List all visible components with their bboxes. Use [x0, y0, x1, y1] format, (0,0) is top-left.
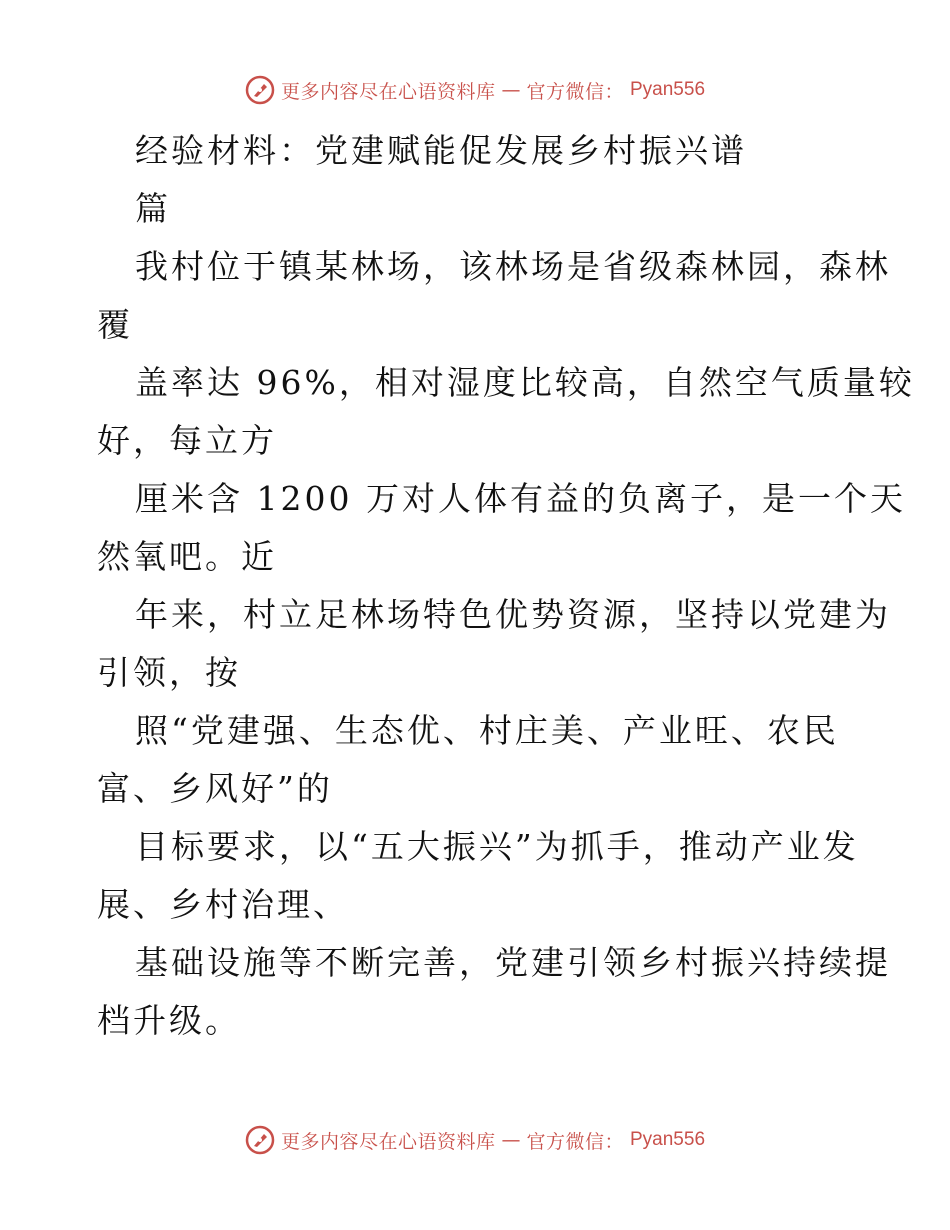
- watermark-separator: —: [501, 1129, 521, 1151]
- watermark-handle: Pyan556: [630, 79, 706, 100]
- document-body: [97, 122, 915, 1050]
- paragraph-line: 档升级。: [97, 1001, 241, 1040]
- watermark-official-label: 官方微信：: [526, 80, 624, 103]
- watermark-separator: —: [501, 79, 521, 101]
- header-watermark: [0, 72, 950, 108]
- paragraph-line: 好，每立方: [97, 421, 277, 460]
- paragraph-line: 引领，按: [97, 653, 241, 692]
- paragraph-line: 基础设施等不断完善，党建引领乡村振兴持续提: [135, 943, 891, 982]
- watermark-official-label: 官方微信：: [526, 1130, 624, 1153]
- footer-watermark: [0, 1122, 950, 1158]
- paragraph-line: 覆: [97, 305, 133, 344]
- paragraph-line: 富、乡风好”的: [97, 769, 333, 808]
- paragraph-line: 年来，村立足林场特色优势资源，坚持以党建为: [135, 595, 891, 634]
- pen-nib-logo-icon: [245, 1125, 275, 1155]
- pen-nib-logo-icon: [245, 75, 275, 105]
- document-title-line-1: 经验材料：党建赋能促发展乡村振兴谱: [135, 131, 747, 170]
- paragraph-line: 目标要求，以“五大振兴”为抓手，推动产业发: [135, 827, 859, 866]
- watermark-handle: Pyan556: [630, 1129, 706, 1150]
- paragraph-line: 厘米含 1200 万对人体有益的负离子，是一个天: [135, 479, 906, 518]
- paragraph-line: 展、乡村治理、: [97, 885, 349, 924]
- document-title-line-2: 篇: [135, 189, 171, 228]
- watermark-text: 更多内容尽在心语资料库: [280, 1130, 496, 1153]
- watermark-text: 更多内容尽在心语资料库: [280, 80, 496, 103]
- paragraph-line: 照“党建强、生态优、村庄美、产业旺、农民: [135, 711, 839, 750]
- paragraph-line: 然氧吧。近: [97, 537, 277, 576]
- paragraph-line: 盖率达 96%，相对湿度比较高，自然空气质量较: [135, 363, 915, 402]
- paragraph-line: 我村位于镇某林场，该林场是省级森林园，森林: [135, 247, 891, 286]
